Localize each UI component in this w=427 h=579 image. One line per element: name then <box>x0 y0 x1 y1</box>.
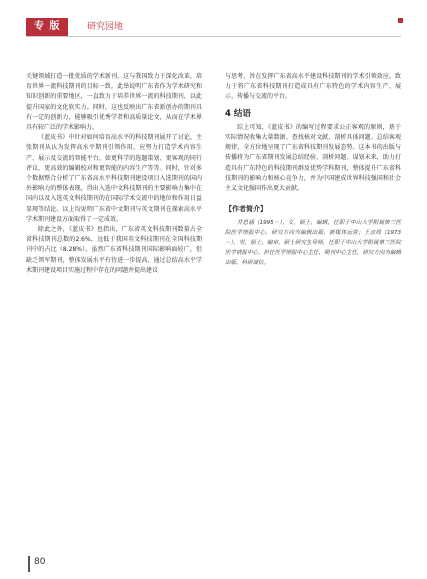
right-paragraph: 与思考，旨在发挥广东省高水平建设科技期刊的学术引领效应，致力于将广东省科技期刊打造成具有广东特色的学术内容生产、展示、传播与交流的平台。 <box>225 73 401 101</box>
header-rule <box>26 36 401 37</box>
right-paragraph: 综上可知，《蓝皮书》的编写过程要求公正客观的原则，基于实际情况收集大量数据、查找核对文献、剖析具体问题、总结客观规律，全方位地呈现了广东省科技期刊发展态势。这本书的出版与传播将为广东省期刊发展总结经验、剖析问题、谋划未来，助力打造具有广东特色的科技期刊群及优势学科期刊，整体提升广东省科技期刊的影响力和核心竞争力，并为中国建成世界科技强国和社会主义文化强国作出更大贡献。 <box>225 123 401 193</box>
footer-bar <box>28 556 30 572</box>
left-paragraph: 关键领域打造一批优质的学术新刊，这与我国致力于深化改革，培育世界一流科技期刊的目标一致。此举说明广东省作为学术研究和知识创新的重要地区，一直致力于培养世界一流的科技期刊，以此提升国家的文化软实力。同时，这也反映出广东省新创办的期刊具有一定的创新力，能够吸引优秀学者和高质量论文，从而在学术界具有较广泛的学术影响力。 <box>26 73 202 132</box>
column-tab: 专 版 <box>26 18 68 36</box>
author-heading: 【作者简介】 <box>225 205 267 214</box>
left-paragraph: 除此之外，《蓝皮书》也指出，广东省英文科技期刊数量占全省科技期刊总数的2.6%，远低于我国英文科技期刊在全国科技期刊中的占比（8.28%）。虽然广东省科技期刊国际影响面较广，但缺乏领军期刊，整体发展水平有待进一步提高，通过总结高水平学术期刊建设项目实施过程中存在的问题并提出建议 <box>26 226 202 274</box>
section-heading: 4 结语 <box>225 108 251 119</box>
left-paragraph: 《蓝皮书》中针对如何培育高水平的科技期刊展开了讨论，主张期刊从认为发挥高水平期刊引领作用，应努力打造学术内容生产、展示及交流的智能平台，如更科学的选题策划、更客观的同行评议、更高效的编辑校对和更智能的内容生产等等。同时，针对多个数据整合分析了广东省高水平科技期刊建设项目入选期刊的国内外影响力的整体表现，得出入选中文科技期刊的主要影响力集中在国内以及入选英文科技期刊的在国际学术交流中的地位和作用日益显现等结论。以上均说明广东省中文期刊与英文期刊在探索高水平学术期刊建设方面取得了一定成效。 <box>26 134 202 223</box>
left-column <box>26 72 202 276</box>
author-bio: 井思涵（1995－），女，硕士，编辑，任职于中山大学附属第三医院医学情报中心，研究方向为编辑出版、新媒体运营；王彦周（1973－），男，硕士，编审，硕士研究生导师，任职于中山大学附属第三医院医学情报中心，担任医学情报中心主任、期刊中心主任，研究方向为编辑出版、科研诚信。 <box>225 220 402 267</box>
section-label: 研究园地 <box>87 22 124 32</box>
right-column <box>225 72 401 268</box>
page-number: 80 <box>34 557 46 567</box>
corner-mark-icon <box>398 18 403 23</box>
